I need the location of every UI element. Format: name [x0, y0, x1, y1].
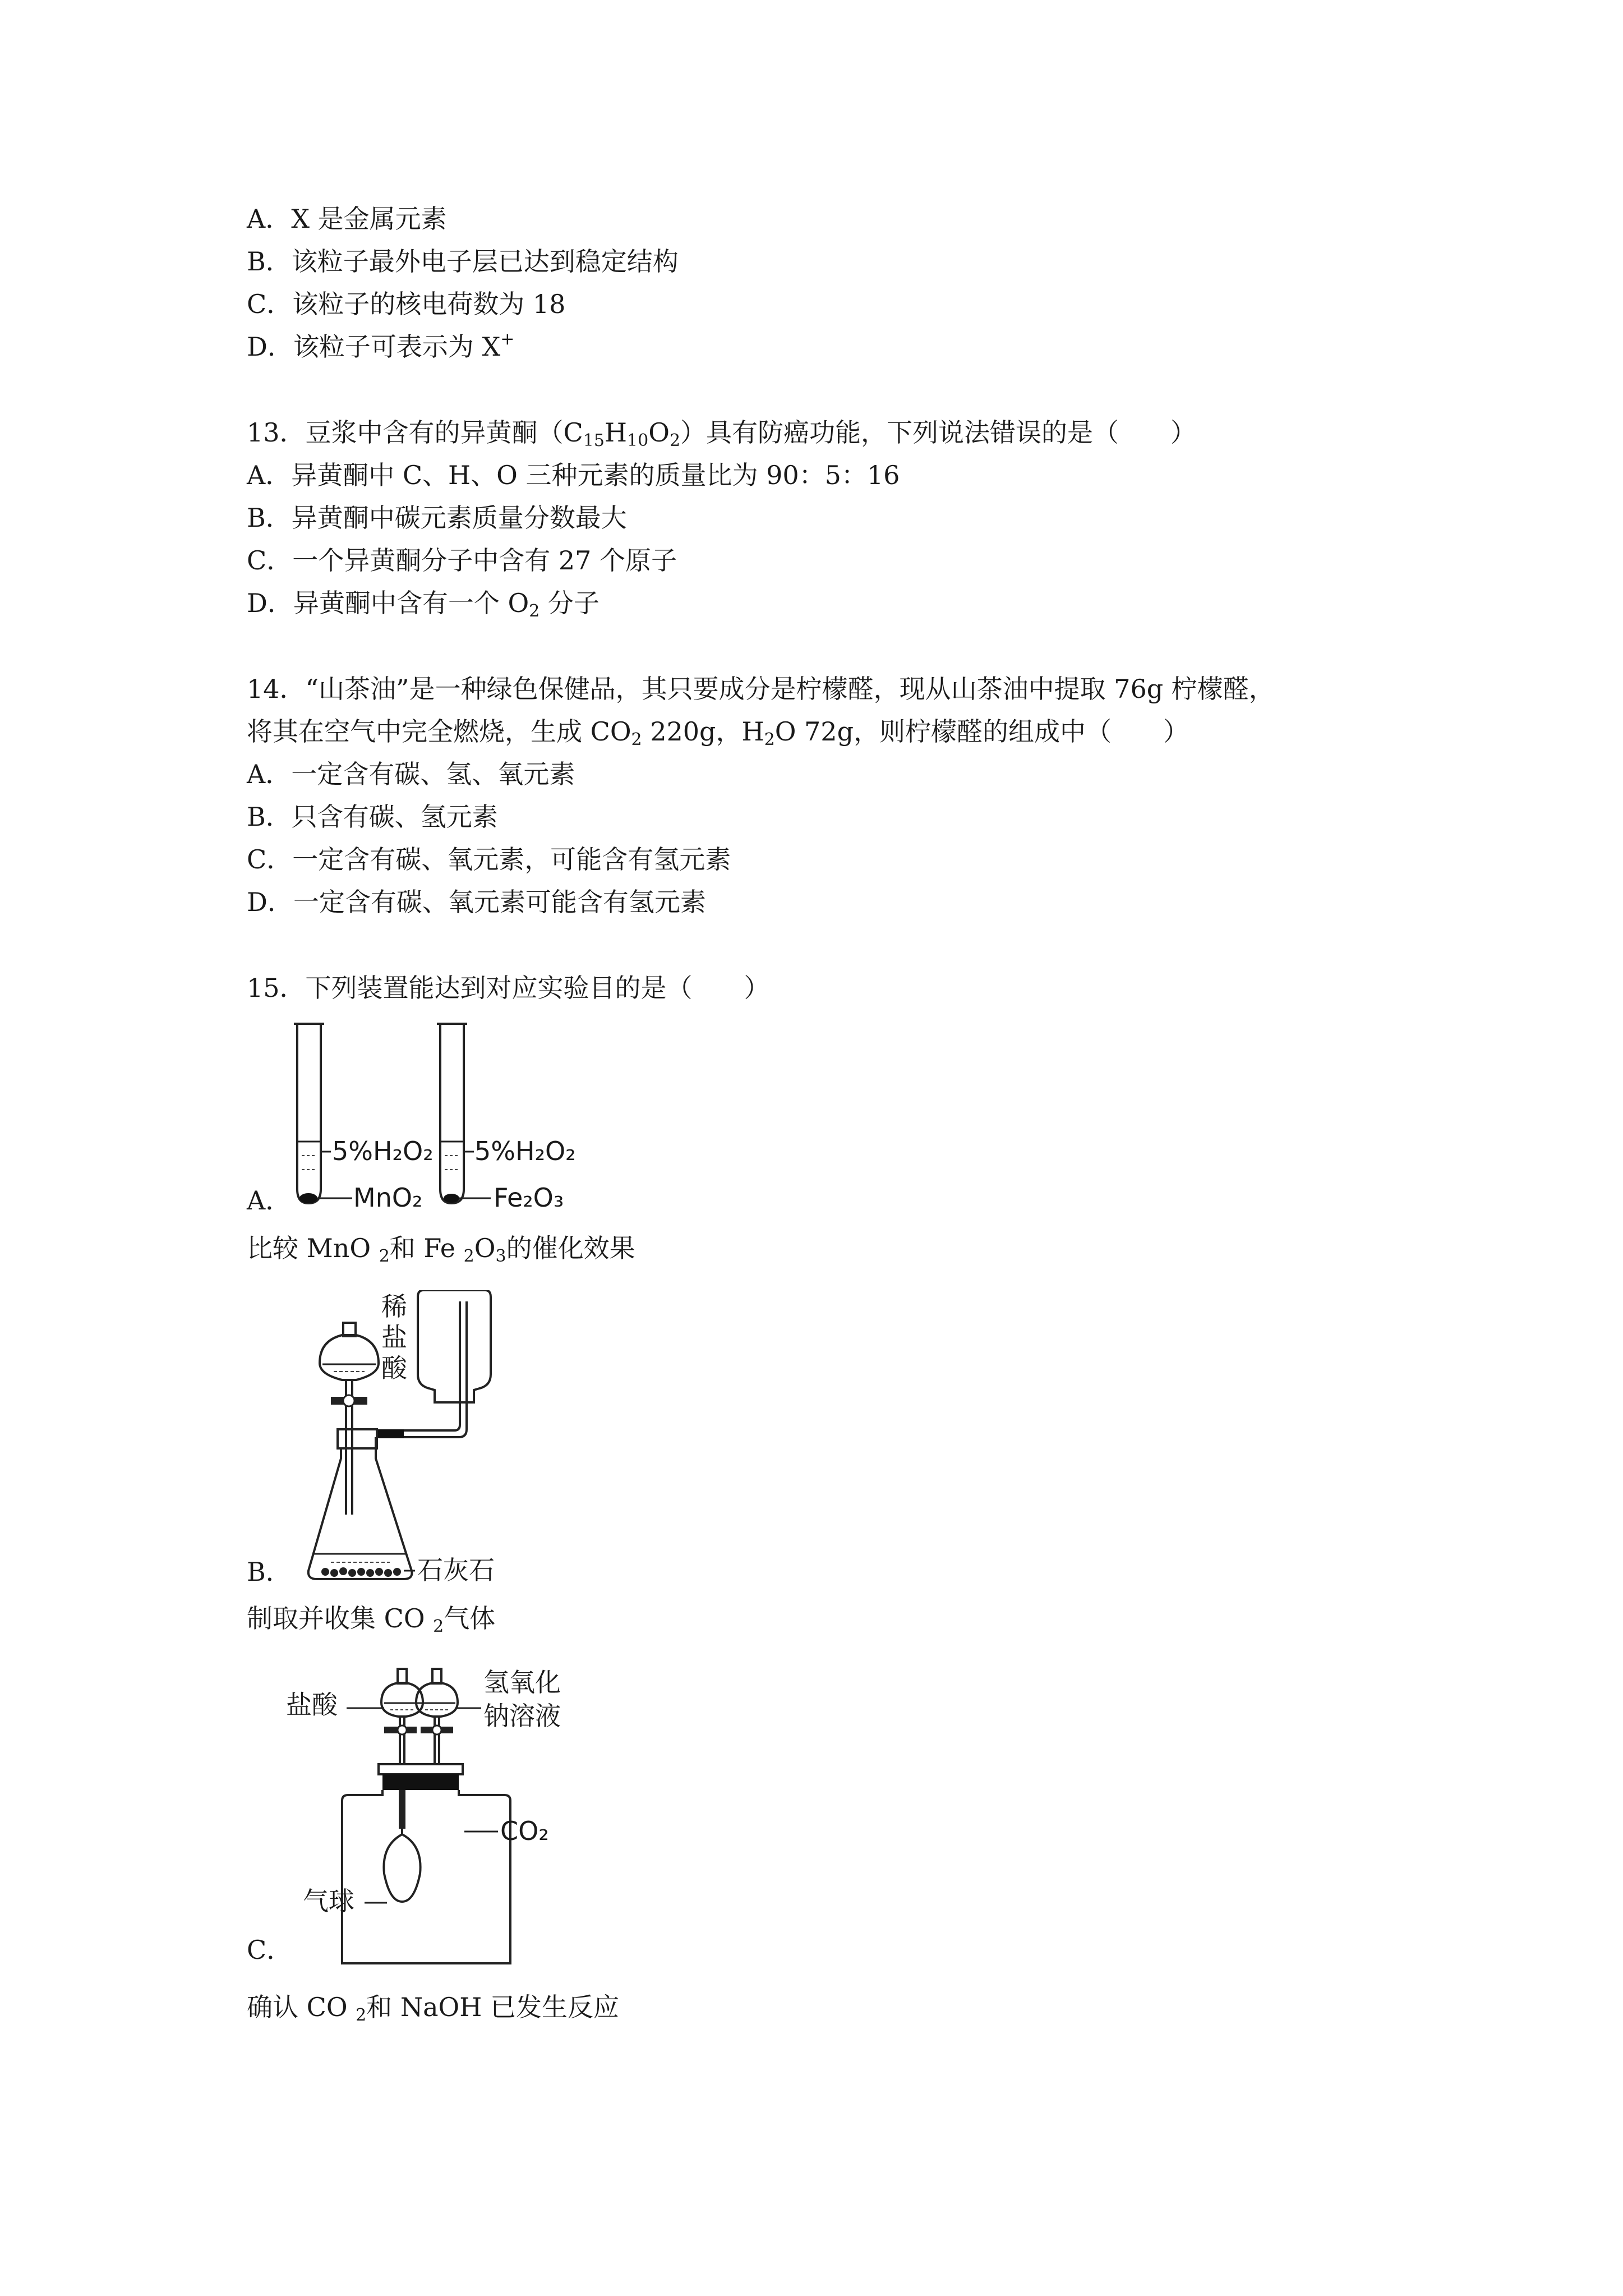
q13-option-c: C．一个异黄酮分子中含有 27 个原子: [247, 545, 677, 576]
label-fe2o3: Fe₂O₃: [494, 1182, 564, 1213]
label-dilute-1: 稀: [381, 1291, 407, 1322]
label-naoh-1: 氢氧化: [483, 1667, 561, 1697]
q13-option-d: D．异黄酮中含有一个 $O_2$ 分子: [247, 588, 600, 621]
q12-option-c: C．该粒子的核电荷数为 18: [247, 289, 566, 319]
label-dilute-2: 盐: [381, 1322, 407, 1352]
q13-option-a: A．异黄酮中 C、H、O 三种元素的质量比为 90：5：16: [247, 460, 900, 490]
q13-option-b: B．异黄酮中碳元素质量分数最大: [247, 503, 627, 533]
figure-co2-generator: [292, 1290, 527, 1604]
label-mno2: MnO₂: [353, 1182, 423, 1213]
q12-option-a: A．X 是金属元素: [247, 204, 447, 234]
label-naoh-2: 钠溶液: [483, 1701, 561, 1731]
q12-option-b: B．该粒子最外电子层已达到稳定结构: [247, 246, 679, 277]
q13-stem: 13．豆浆中含有的异黄酮$(C_{15}H_{10}O_2)$具有防癌功能，下列说法错误的是（ ）: [247, 417, 1197, 450]
q15-option-c-desc: 确认 CO $_2$和 NaOH 已发生反应: [247, 1992, 619, 2025]
label-h2o2-1: 5%H₂O₂: [332, 1136, 434, 1166]
figure-test-tubes: [280, 1021, 594, 1214]
q15-option-b-desc: 制取并收集 CO $_2$气体: [247, 1603, 496, 1636]
label-dilute-3: 酸: [381, 1353, 407, 1383]
q14-option-b: B．只含有碳、氢元素: [247, 802, 498, 832]
q14-option-d: D．一定含有碳、氧元素可能含有氢元素: [247, 887, 706, 917]
q15-option-a-desc: 比较 MnO $_2$和 Fe $_2O_3$的催化效果: [247, 1233, 635, 1266]
figure-co2-naoh: [286, 1660, 600, 1975]
q14-stem-line1: 14．“山茶油”是一种绿色保健品，其只要成分是柠檬醛，现从山茶油中提取 76g 柠檬醛，: [247, 674, 1275, 704]
q14-option-a: A．一定含有碳、氢、氧元素: [247, 759, 575, 789]
q15-stem: 15．下列装置能达到对应实验目的是（ ）: [247, 973, 770, 1003]
q15-option-b-label: B．: [247, 1557, 292, 1587]
label-hcl: 盐酸: [286, 1690, 338, 1720]
q15-option-c-label: C．: [247, 1935, 293, 1965]
label-limestone: 石灰石: [417, 1555, 495, 1585]
q14-option-c: C．一定含有碳、氧元素，可能含有氢元素: [247, 844, 731, 875]
q12-option-d: D．该粒子可表示为 X+: [247, 329, 515, 362]
label-balloon: 气球: [303, 1886, 354, 1916]
label-h2o2-2: 5%H₂O₂: [474, 1136, 576, 1166]
q15-option-a-label: A．: [247, 1185, 292, 1216]
q14-stem-line2: 将其在空气中完全燃烧，生成 $CO_2$ 220g，$H_2O$ 72g，则柠檬醛的组成中（ ）: [247, 716, 1189, 749]
label-co2: CO₂: [500, 1816, 549, 1846]
